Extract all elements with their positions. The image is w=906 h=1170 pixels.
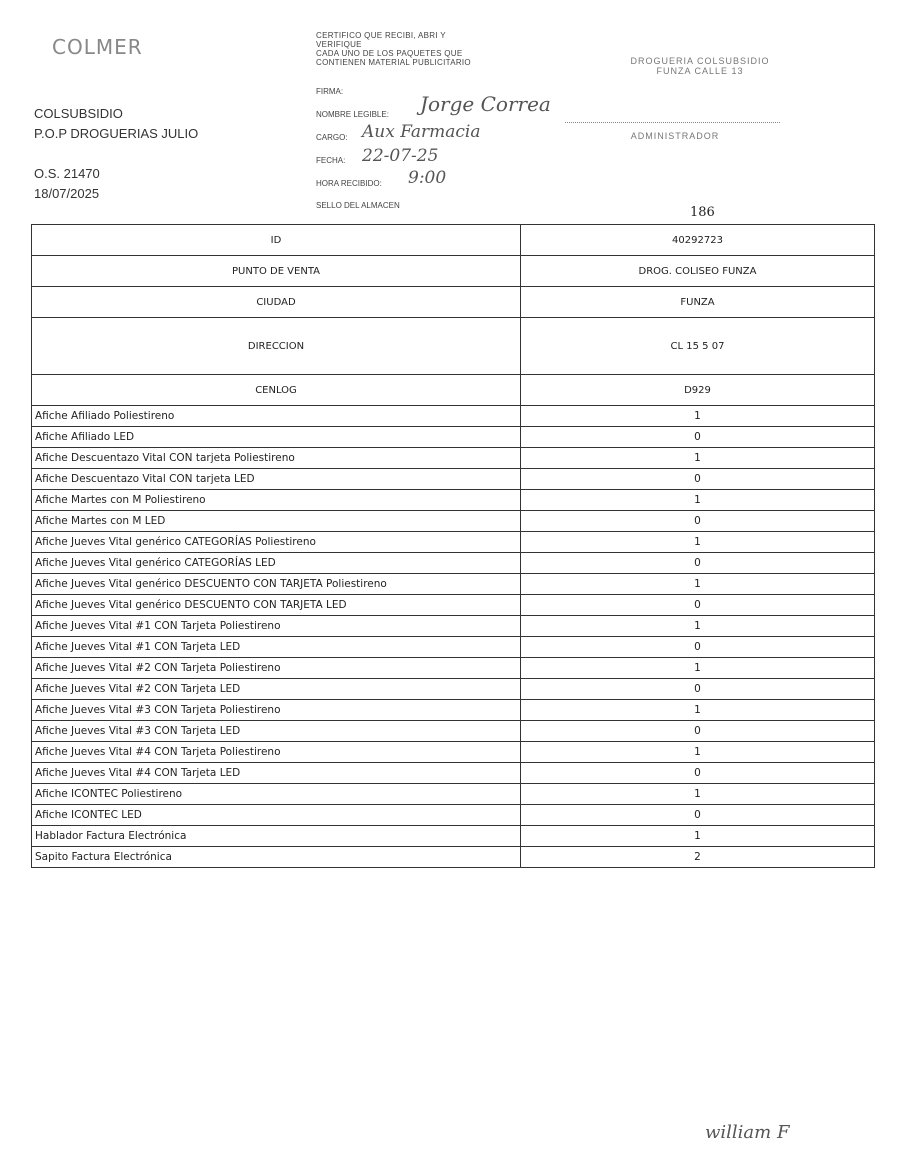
hora-value: 9:00: [408, 168, 447, 188]
item-name: Afiche Jueves Vital #2 CON Tarjeta LED: [32, 679, 521, 700]
info-value: 40292723: [521, 225, 875, 256]
item-row: [32, 553, 875, 574]
cargo-value: Aux Farmacia: [362, 122, 481, 142]
item-row: [32, 763, 875, 784]
firma-label: FIRMA:: [316, 87, 344, 96]
info-value: DROG. COLISEO FUNZA: [521, 256, 875, 287]
item-name: Afiche Afiliado Poliestireno: [32, 406, 521, 427]
item-row: [32, 469, 875, 490]
item-quantity: 0: [521, 637, 875, 658]
delivery-table: [31, 224, 875, 868]
item-name: Afiche Jueves Vital #3 CON Tarjeta Poliestireno: [32, 700, 521, 721]
item-name: Afiche Descuentazo Vital CON tarjeta Poliestireno: [32, 448, 521, 469]
item-row: [32, 595, 875, 616]
info-row: [32, 287, 875, 318]
item-name: Afiche Jueves Vital genérico CATEGORÍAS Poliestireno: [32, 532, 521, 553]
item-row: [32, 721, 875, 742]
cargo-label: CARGO:: [316, 133, 348, 142]
item-name: Afiche Jueves Vital #4 CON Tarjeta LED: [32, 763, 521, 784]
item-quantity: 0: [521, 595, 875, 616]
info-row: [32, 256, 875, 287]
item-quantity: 1: [521, 616, 875, 637]
item-quantity: 1: [521, 574, 875, 595]
item-quantity: 1: [521, 826, 875, 847]
certify-line: CONTIENEN MATERIAL PUBLICITARIO: [316, 58, 471, 67]
item-name: Afiche Descuentazo Vital CON tarjeta LED: [32, 469, 521, 490]
item-row: [32, 511, 875, 532]
item-quantity: 1: [521, 490, 875, 511]
item-row: [32, 616, 875, 637]
info-row: [32, 375, 875, 406]
item-quantity: 0: [521, 511, 875, 532]
item-name: Afiche Martes con M LED: [32, 511, 521, 532]
org-name: COLSUBSIDIO: [34, 106, 123, 121]
nombre-value: Jorge Correa: [420, 92, 551, 116]
item-name: Afiche Jueves Vital #3 CON Tarjeta LED: [32, 721, 521, 742]
stamp-role: ADMINISTRADOR: [630, 131, 720, 141]
item-name: Afiche ICONTEC LED: [32, 805, 521, 826]
item-name: Afiche Martes con M Poliestireno: [32, 490, 521, 511]
info-row: [32, 318, 875, 375]
item-quantity: 0: [521, 763, 875, 784]
item-quantity: 0: [521, 469, 875, 490]
order-number: O.S. 21470: [34, 166, 100, 181]
info-label: ID: [32, 225, 521, 256]
signature-line: [565, 122, 780, 123]
item-row: [32, 700, 875, 721]
item-name: Afiche Jueves Vital genérico CATEGORÍAS LED: [32, 553, 521, 574]
item-row: [32, 658, 875, 679]
info-label: CENLOG: [32, 375, 521, 406]
info-label: PUNTO DE VENTA: [32, 256, 521, 287]
certify-line: VERIFIQUE: [316, 40, 362, 49]
colmer-logo: COLMER: [52, 35, 143, 59]
item-quantity: 2: [521, 847, 875, 868]
item-quantity: 1: [521, 700, 875, 721]
item-quantity: 1: [521, 448, 875, 469]
item-row: [32, 406, 875, 427]
item-quantity: 1: [521, 784, 875, 805]
item-quantity: 1: [521, 658, 875, 679]
nombre-label: NOMBRE LEGIBLE:: [316, 110, 389, 119]
item-row: [32, 826, 875, 847]
item-name: Afiche ICONTEC Poliestireno: [32, 784, 521, 805]
item-name: Afiche Jueves Vital genérico DESCUENTO CON TARJETA Poliestireno: [32, 574, 521, 595]
item-row: [32, 490, 875, 511]
stamp-line: FUNZA CALLE 13: [656, 66, 744, 76]
info-label: CIUDAD: [32, 287, 521, 318]
item-quantity: 0: [521, 679, 875, 700]
info-row: [32, 225, 875, 256]
item-row: [32, 448, 875, 469]
item-name: Afiche Afiliado LED: [32, 427, 521, 448]
item-row: [32, 679, 875, 700]
info-value: CL 15 5 07: [521, 318, 875, 375]
handwritten-signature: william F: [705, 1122, 790, 1143]
info-value: D929: [521, 375, 875, 406]
item-row: [32, 847, 875, 868]
info-value: FUNZA: [521, 287, 875, 318]
item-name: Sapito Factura Electrónica: [32, 847, 521, 868]
item-row: [32, 574, 875, 595]
item-name: Afiche Jueves Vital #4 CON Tarjeta Poliestireno: [32, 742, 521, 763]
item-row: [32, 637, 875, 658]
item-name: Afiche Jueves Vital #1 CON Tarjeta Poliestireno: [32, 616, 521, 637]
item-quantity: 0: [521, 805, 875, 826]
item-row: [32, 427, 875, 448]
stamp-line: DROGUERIA COLSUBSIDIO: [630, 56, 770, 66]
item-row: [32, 784, 875, 805]
hora-label: HORA RECIBIDO:: [316, 179, 382, 188]
item-name: Hablador Factura Electrónica: [32, 826, 521, 847]
item-row: [32, 532, 875, 553]
page-number: 186: [690, 205, 715, 220]
item-quantity: 1: [521, 406, 875, 427]
item-row: [32, 742, 875, 763]
info-label: DIRECCION: [32, 318, 521, 375]
order-date: 18/07/2025: [34, 186, 100, 201]
item-name: Afiche Jueves Vital #2 CON Tarjeta Poliestireno: [32, 658, 521, 679]
fecha-value: 22-07-25: [362, 146, 439, 166]
item-quantity: 0: [521, 427, 875, 448]
fecha-label: FECHA:: [316, 156, 346, 165]
program-name: P.O.P DROGUERIAS JULIO: [34, 126, 199, 141]
item-quantity: 0: [521, 721, 875, 742]
certify-line: CERTIFICO QUE RECIBI, ABRI Y: [316, 31, 446, 40]
item-quantity: 1: [521, 742, 875, 763]
sello-label: SELLO DEL ALMACEN: [316, 201, 400, 210]
item-name: Afiche Jueves Vital genérico DESCUENTO CON TARJETA LED: [32, 595, 521, 616]
item-quantity: 0: [521, 553, 875, 574]
certify-line: CADA UNO DE LOS PAQUETES QUE: [316, 49, 463, 58]
item-name: Afiche Jueves Vital #1 CON Tarjeta LED: [32, 637, 521, 658]
item-row: [32, 805, 875, 826]
item-quantity: 1: [521, 532, 875, 553]
